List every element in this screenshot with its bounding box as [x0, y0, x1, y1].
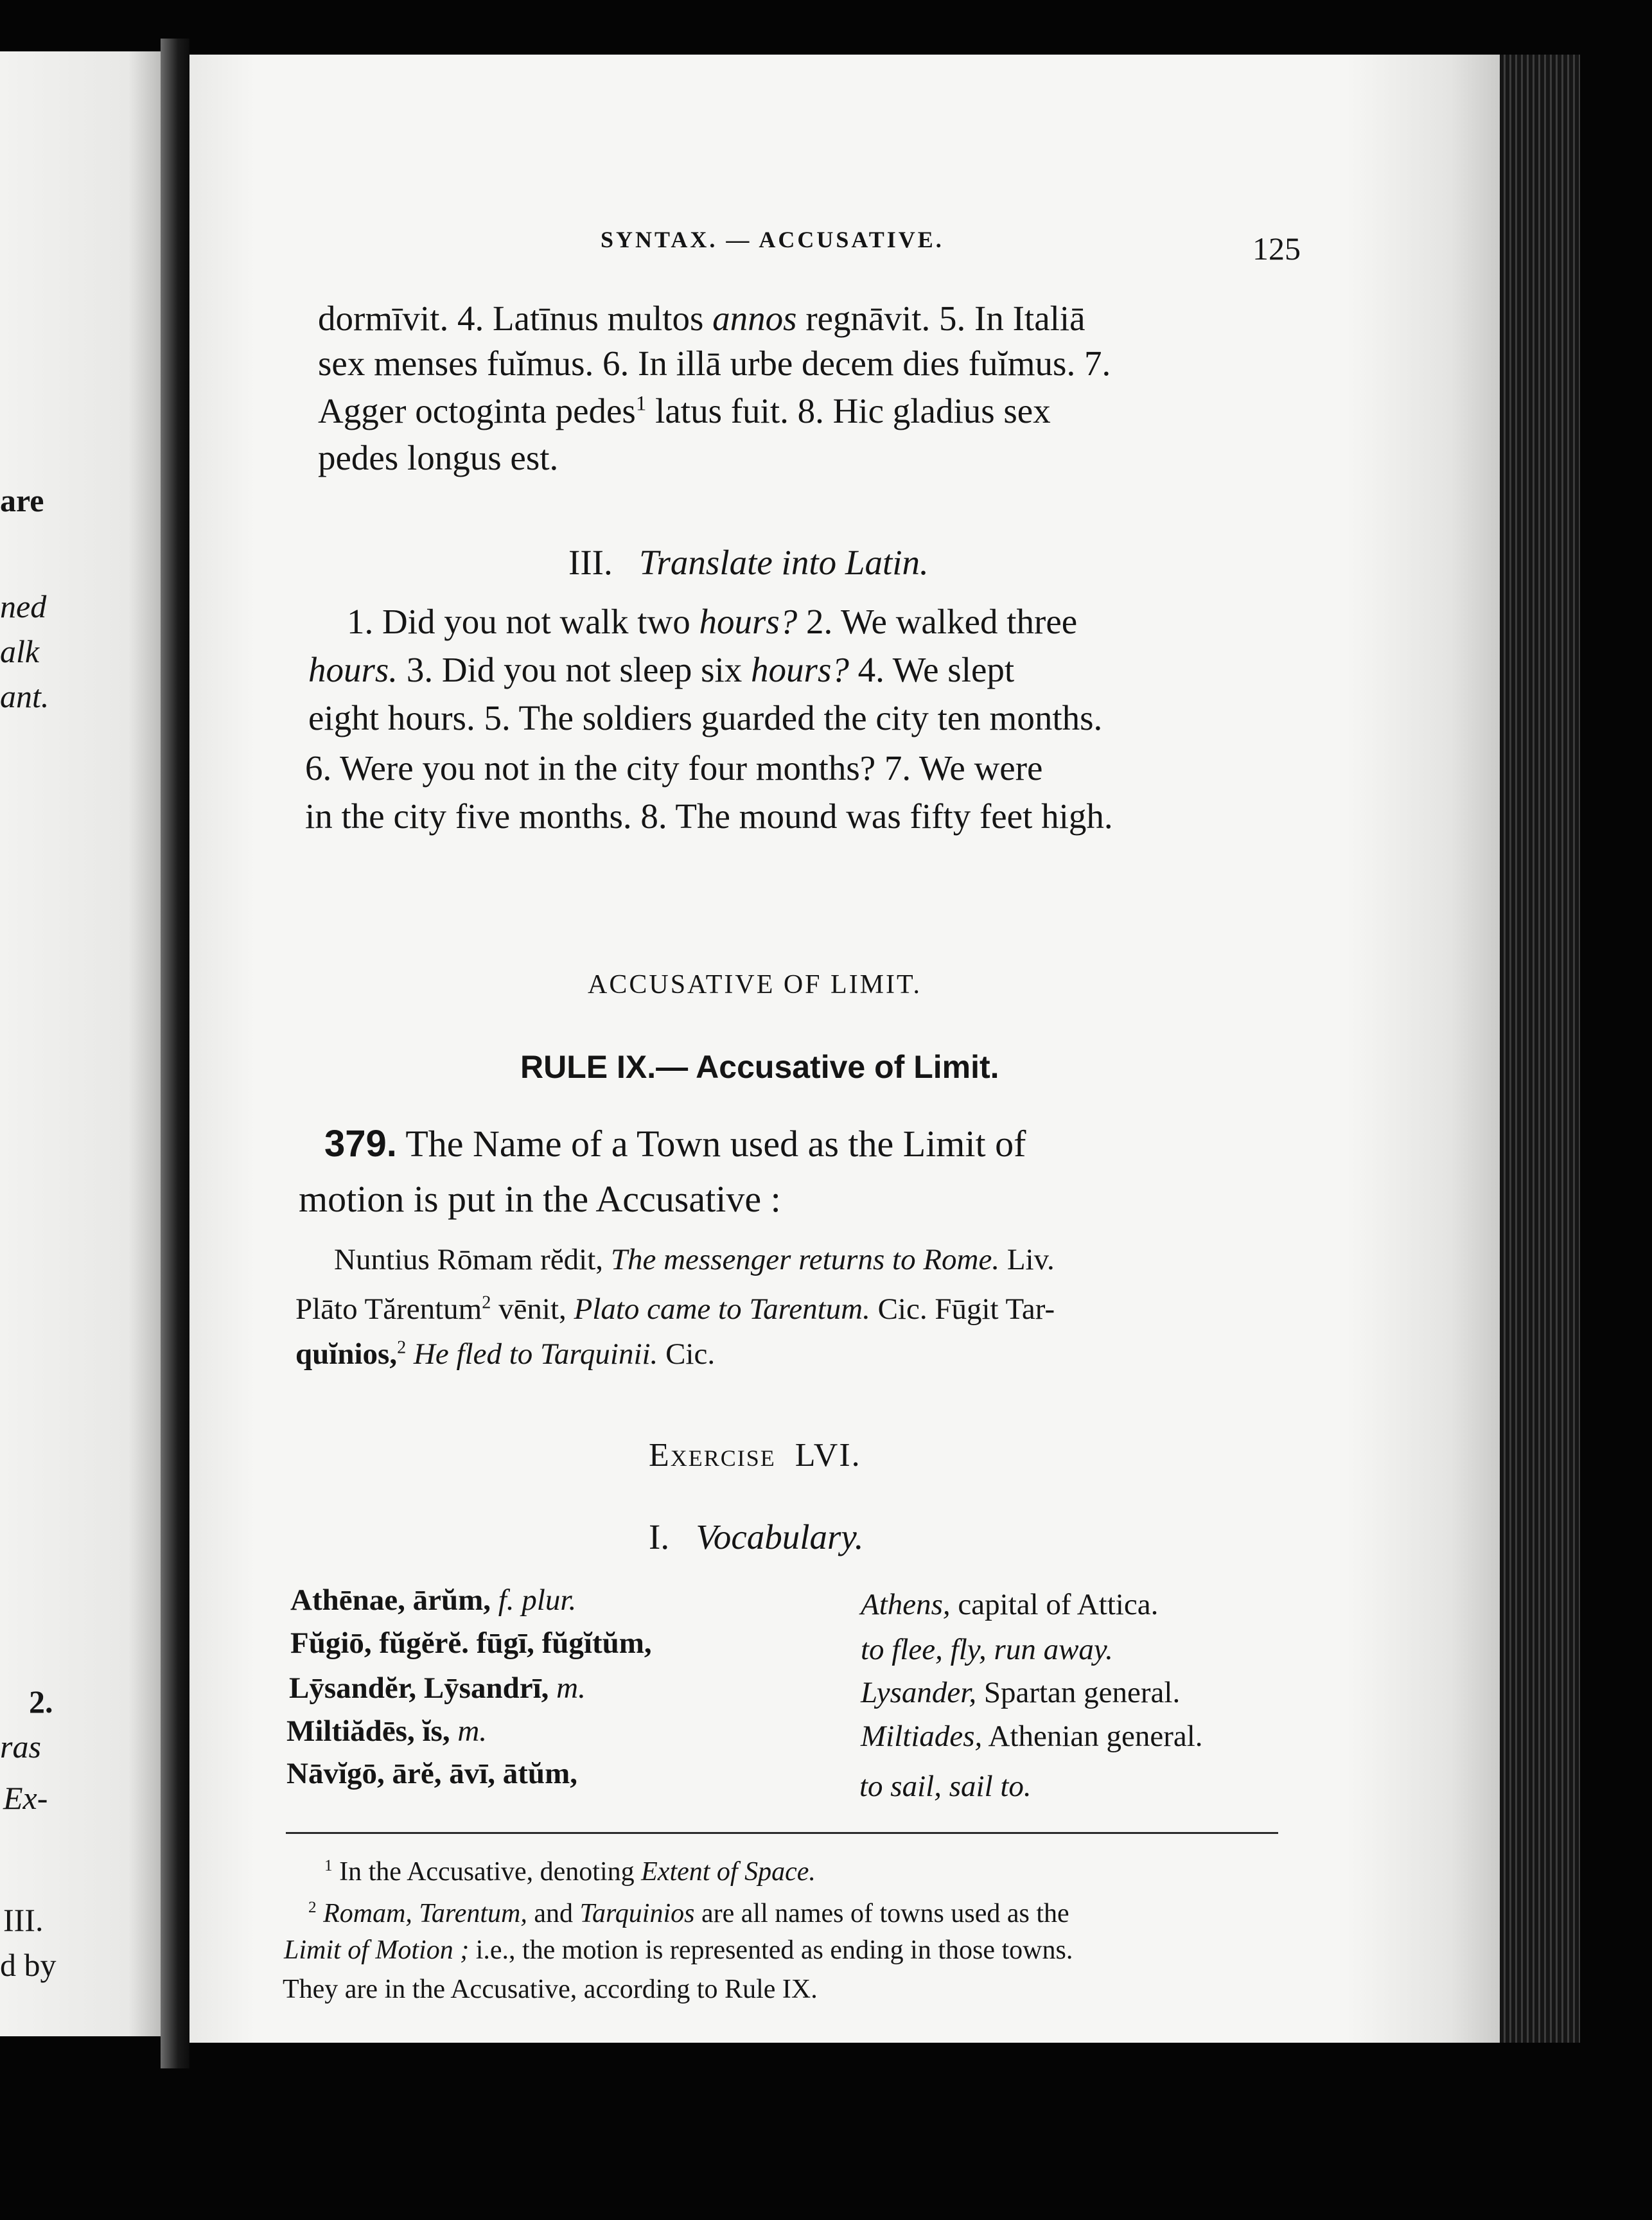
vocabulary-title: Vocabulary.: [696, 1517, 864, 1556]
footnote-marker-2b: 2: [397, 1337, 407, 1358]
left-fragment-2: ned: [0, 588, 47, 624]
exercise-number: LVI.: [795, 1437, 861, 1474]
footnote-divider: [286, 1832, 1278, 1834]
footnote-marker-2: 2: [482, 1292, 491, 1313]
left-fragment-3: alk: [0, 633, 40, 669]
latin-line-2: sex menses fuĭmus. 6. In illā urbe decem dies fuĭmus. 7.: [318, 344, 1111, 383]
rule-title: — Accusative of Limit.: [656, 1049, 999, 1085]
vocab-english-4: Miltiades, Athenian general.: [861, 1720, 1203, 1753]
running-head: SYNTAX. — ACCUSATIVE.: [601, 227, 944, 252]
left-fragment-1: are: [0, 482, 44, 518]
vocabulary-numeral: I.: [649, 1517, 670, 1556]
left-fragment-4: ant.: [0, 678, 49, 714]
vocab-english-2: to flee, fly, run away.: [861, 1633, 1113, 1666]
paragraph-379-line-2: motion is put in the Accusative :: [299, 1178, 781, 1220]
latin-line-3: Agger octoginta pedes$^1$ latus fuit. 8. Hic gladius sex: [318, 391, 1051, 430]
english-line-5: in the city five months. 8. The mound was fifty feet high.: [305, 797, 1113, 836]
latin-line-1: dormīvit. 4. Latīnus multos annos regnāvit. 5. In Italiā: [318, 299, 1085, 338]
example-line-3: quĭnios,$^2$ He fled to Tarquinii. Cic.: [295, 1337, 716, 1371]
left-facing-page: [0, 51, 161, 2036]
rule-heading: [520, 1051, 999, 1083]
footnote-2-line-1: $^2$ Romam, Tarentum, and Tarquinios are all names of towns used as the: [308, 1899, 1069, 1928]
page-edges: [1500, 55, 1580, 2043]
vocab-latin-5: Nāvĭgō, ārĕ, āvī, ātŭm,: [286, 1757, 577, 1790]
example-line-1: Nuntius Rōmam rĕdit, The messenger returns to Rome. Liv.: [334, 1243, 1055, 1276]
english-line-3: eight hours. 5. The soldiers guarded the city ten months.: [308, 698, 1103, 737]
translate-heading: [568, 545, 929, 580]
example-line-2: Plāto Tărentum$^2$ vēnit, Plato came to Tarentum. Cic. Fūgit Tar-: [295, 1292, 1055, 1326]
rule-label: RULE IX.: [520, 1049, 656, 1085]
paragraph-number: 379.: [324, 1123, 397, 1165]
left-fragment-9: d by: [0, 1947, 57, 1983]
vocab-latin-3: Lȳsandĕr, Lȳsandrī, m.: [289, 1671, 586, 1705]
paragraph-379-line-1: 379. The Name of a Town used as the Limit of: [324, 1123, 1026, 1165]
footnote-marker-1: 1: [635, 392, 647, 416]
latin-line-4: pedes longus est.: [318, 438, 559, 477]
footnote-2-line-3: They are in the Accusative, according to Rule IX.: [283, 1975, 818, 2004]
vocabulary-heading: [649, 1519, 864, 1555]
english-line-4: 6. Were you not in the city four months? 7. We were: [305, 748, 1043, 788]
vocab-english-1: Athens, capital of Attica.: [861, 1588, 1159, 1621]
book-gutter: [161, 39, 189, 2068]
english-line-1: 1. Did you not walk two hours? 2. We walked three: [347, 602, 1078, 641]
vocab-latin-4: Miltiădēs, ĭs, m.: [286, 1714, 488, 1748]
left-fragment-5: 2.: [29, 1684, 53, 1720]
vocab-latin-1: Athēnae, ārŭm, f. plur.: [290, 1583, 577, 1617]
exercise-heading: [649, 1439, 861, 1472]
vocab-english-3: Lysander, Spartan general.: [861, 1676, 1181, 1709]
left-fragment-7: Ex-: [3, 1780, 48, 1816]
left-fragment-6: ras: [0, 1729, 41, 1765]
page-number: 125: [1252, 231, 1301, 267]
exercise-label: Exercise: [649, 1437, 776, 1474]
translate-title: Translate into Latin.: [638, 543, 929, 582]
footnote-2-line-2: Limit of Motion ; i.e., the motion is represented as ending in those towns.: [284, 1935, 1073, 1965]
left-fragment-8: III.: [3, 1902, 44, 1938]
translate-numeral: III.: [568, 543, 613, 582]
section-heading: ACCUSATIVE OF LIMIT.: [588, 970, 922, 1000]
footnote-1: $^1$ In the Accusative, denoting Extent of Space.: [324, 1857, 816, 1887]
vocab-latin-2: Fŭgiō, fŭgĕrĕ. fūgī, fŭgĭtŭm,: [290, 1626, 652, 1660]
english-line-2: hours. 3. Did you not sleep six hours? 4. We slept: [308, 650, 1015, 689]
vocab-english-5: to sail, sail to.: [859, 1770, 1032, 1803]
